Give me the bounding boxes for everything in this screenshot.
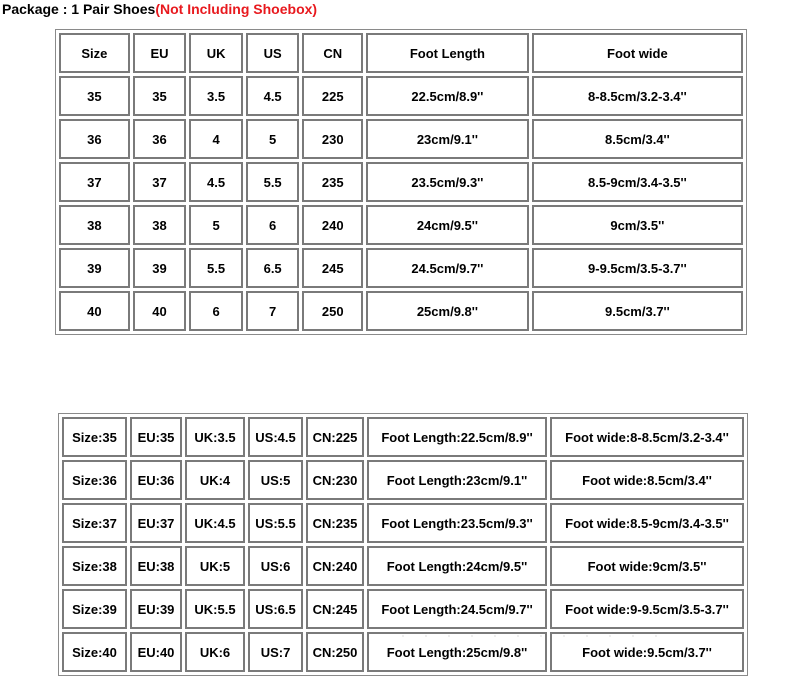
table-cell: 39 xyxy=(59,248,130,288)
table-cell: UK:3.5 xyxy=(185,417,245,457)
table-cell: Size:38 xyxy=(62,546,127,586)
table-cell: 4.5 xyxy=(189,162,243,202)
table-cell: UK:4.5 xyxy=(185,503,245,543)
table-cell: UK:5.5 xyxy=(185,589,245,629)
table-cell: 8.5cm/3.4'' xyxy=(532,119,743,159)
table-cell: 23cm/9.1'' xyxy=(366,119,529,159)
table-cell: Foot wide:8.5cm/3.4'' xyxy=(550,460,744,500)
table-cell: 5.5 xyxy=(246,162,300,202)
table-cell: 235 xyxy=(302,162,363,202)
watermark: · · · · · · · · · · · · xyxy=(400,625,665,645)
table-row xyxy=(62,546,744,586)
table-cell: 35 xyxy=(133,76,187,116)
table-cell: 9cm/3.5'' xyxy=(532,205,743,245)
table-cell: CN:250 xyxy=(306,632,364,672)
table-cell: Size:36 xyxy=(62,460,127,500)
table-cell: Size:35 xyxy=(62,417,127,457)
table-cell: 39 xyxy=(133,248,187,288)
table-cell: 40 xyxy=(59,291,130,331)
table-cell: 5.5 xyxy=(189,248,243,288)
table-row xyxy=(59,162,743,202)
table-cell: 9.5cm/3.7'' xyxy=(532,291,743,331)
table-row xyxy=(62,417,744,457)
table-cell: Foot Length:23cm/9.1'' xyxy=(367,460,547,500)
header-cell: UK xyxy=(189,33,243,73)
table-cell: UK:6 xyxy=(185,632,245,672)
table-cell: 40 xyxy=(133,291,187,331)
table-cell: US:7 xyxy=(248,632,303,672)
table-cell: Foot Length:22.5cm/8.9'' xyxy=(367,417,547,457)
shoebox-note: (Not Including Shoebox) xyxy=(155,1,318,17)
table-cell: 5 xyxy=(189,205,243,245)
table-cell: 6.5 xyxy=(246,248,300,288)
table-cell: 24cm/9.5'' xyxy=(366,205,529,245)
table-cell: 37 xyxy=(59,162,130,202)
table-cell: Size:37 xyxy=(62,503,127,543)
table-cell: Foot wide:9cm/3.5'' xyxy=(550,546,744,586)
table-cell: 35 xyxy=(59,76,130,116)
table-cell: 22.5cm/8.9'' xyxy=(366,76,529,116)
table-cell: Foot wide:8-8.5cm/3.2-3.4'' xyxy=(550,417,744,457)
header-cell: Foot wide xyxy=(532,33,743,73)
table-cell: Foot wide:9.5cm/3.7'' xyxy=(550,632,744,672)
table-cell: CN:235 xyxy=(306,503,364,543)
table-cell: 8-8.5cm/3.2-3.4'' xyxy=(532,76,743,116)
table-cell: 7 xyxy=(246,291,300,331)
header-cell: EU xyxy=(133,33,187,73)
table-cell: UK:5 xyxy=(185,546,245,586)
table-cell: US:6 xyxy=(248,546,303,586)
table-cell: 24.5cm/9.7'' xyxy=(366,248,529,288)
table-row xyxy=(62,589,744,629)
table-cell: Foot Length:24.5cm/9.7'' xyxy=(367,589,547,629)
table-cell: Foot wide:8.5-9cm/3.4-3.5'' xyxy=(550,503,744,543)
header-cell: Size xyxy=(59,33,130,73)
table-cell: 250 xyxy=(302,291,363,331)
table-cell: 240 xyxy=(302,205,363,245)
table-cell: Foot Length:24cm/9.5'' xyxy=(367,546,547,586)
table-cell: 36 xyxy=(133,119,187,159)
table-cell: 6 xyxy=(189,291,243,331)
table-cell: 230 xyxy=(302,119,363,159)
table-cell: Foot wide:9-9.5cm/3.5-3.7'' xyxy=(550,589,744,629)
table-cell: US:4.5 xyxy=(248,417,303,457)
table-cell: EU:35 xyxy=(130,417,182,457)
size-chart-table xyxy=(55,29,747,335)
header-cell: CN xyxy=(302,33,363,73)
table-cell: Size:39 xyxy=(62,589,127,629)
table-cell: 245 xyxy=(302,248,363,288)
table-cell: US:6.5 xyxy=(248,589,303,629)
table-cell: Foot Length:25cm/9.8'' xyxy=(367,632,547,672)
table-cell: 225 xyxy=(302,76,363,116)
table-cell: Foot Length:23.5cm/9.3'' xyxy=(367,503,547,543)
table-row xyxy=(62,460,744,500)
table-cell: UK:4 xyxy=(185,460,245,500)
header-cell: US xyxy=(246,33,300,73)
table-cell: 5 xyxy=(246,119,300,159)
table-cell: CN:230 xyxy=(306,460,364,500)
table-row xyxy=(59,205,743,245)
table-cell: 37 xyxy=(133,162,187,202)
table-cell: CN:240 xyxy=(306,546,364,586)
table-cell: Size:40 xyxy=(62,632,127,672)
table-cell: 4.5 xyxy=(246,76,300,116)
table-cell: 9-9.5cm/3.5-3.7'' xyxy=(532,248,743,288)
table-cell: 36 xyxy=(59,119,130,159)
table-cell: 38 xyxy=(133,205,187,245)
table-cell: CN:225 xyxy=(306,417,364,457)
table-cell: 25cm/9.8'' xyxy=(366,291,529,331)
table-cell: EU:37 xyxy=(130,503,182,543)
table-cell: EU:36 xyxy=(130,460,182,500)
table-cell: EU:39 xyxy=(130,589,182,629)
table-cell: 23.5cm/9.3'' xyxy=(366,162,529,202)
table-cell: 3.5 xyxy=(189,76,243,116)
table-row xyxy=(59,119,743,159)
table-cell: 38 xyxy=(59,205,130,245)
table-cell: CN:245 xyxy=(306,589,364,629)
header-cell: Foot Length xyxy=(366,33,529,73)
table-cell: 8.5-9cm/3.4-3.5'' xyxy=(532,162,743,202)
package-info xyxy=(2,0,317,18)
table-cell: 4 xyxy=(189,119,243,159)
table-cell: EU:40 xyxy=(130,632,182,672)
package-text: Package : 1 Pair Shoes xyxy=(2,1,156,17)
table-cell: US:5.5 xyxy=(248,503,303,543)
table-row xyxy=(59,76,743,116)
table-row xyxy=(59,248,743,288)
table-cell: US:5 xyxy=(248,460,303,500)
table-cell: EU:38 xyxy=(130,546,182,586)
table-cell: 6 xyxy=(246,205,300,245)
header-row xyxy=(59,33,743,73)
table-row xyxy=(59,291,743,331)
table-row xyxy=(62,503,744,543)
